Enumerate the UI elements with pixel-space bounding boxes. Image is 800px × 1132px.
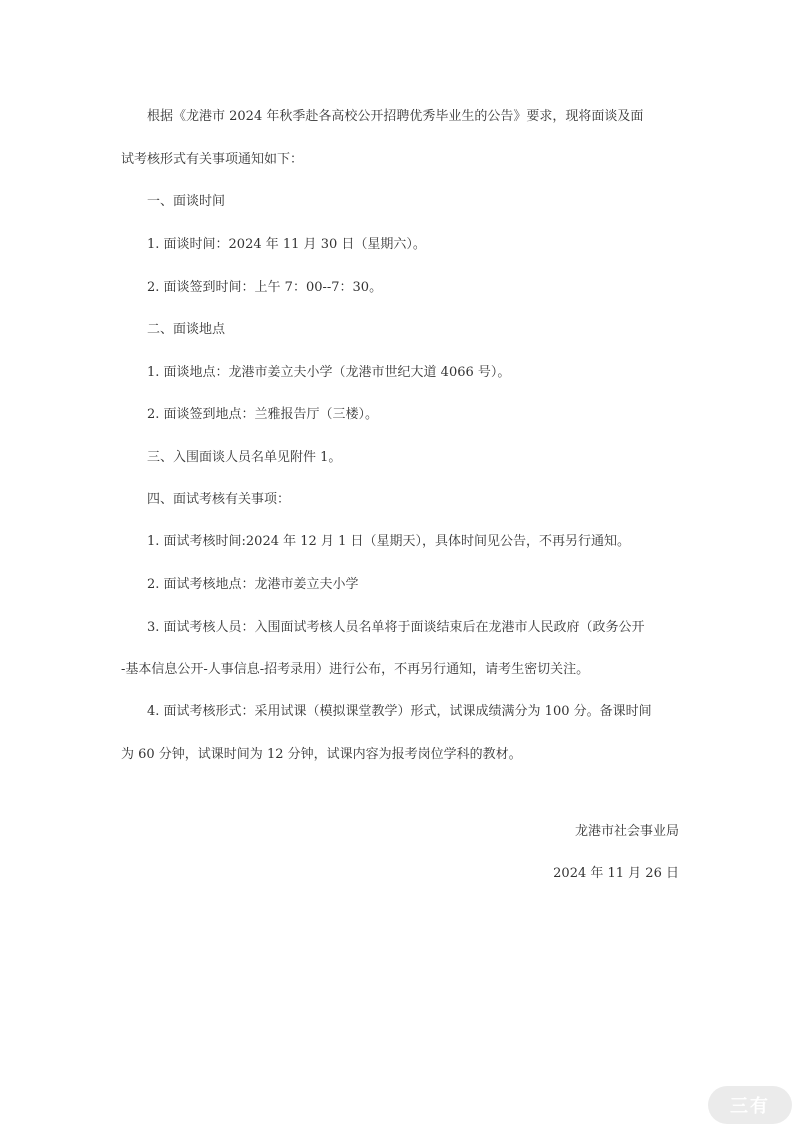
section-2-item-2: 2. 面谈签到地点：兰雅报告厅（三楼）。 [147, 407, 379, 422]
intro-paragraph-line-2: 试考核形式有关事项通知如下： [121, 152, 304, 167]
section-4-item-2: 2. 面试考核地点：龙港市姜立夫小学 [147, 577, 359, 592]
watermark-badge [708, 1086, 792, 1124]
section-4-item-3-line-1: 3. 面试考核人员：入围面试考核人员名单将于面谈结束后在龙港市人民政府（政务公开 [147, 620, 645, 635]
section-2-item-1: 1. 面谈地点：龙港市姜立夫小学（龙港市世纪大道 4066 号）。 [147, 365, 511, 380]
section-2-heading: 二、面谈地点 [147, 322, 226, 337]
section-4-item-3-line-2: -基本信息公开-人事信息-招考录用）进行公布，不再另行通知，请考生密切关注。 [121, 662, 590, 677]
section-4-item-4-line-1: 4. 面试考核形式：采用试课（模拟课堂教学）形式，试课成绩满分为 100 分。备课时间 [147, 704, 652, 719]
section-1-item-2: 2. 面谈签到时间：上午 7：00--7：30。 [147, 280, 383, 295]
section-4-item-1: 1. 面试考核时间:2024 年 12 月 1 日（星期天），具体时间见公告，不再另行通知。 [147, 534, 630, 549]
intro-paragraph-line-1: 根据《龙港市 2024 年秋季赴各高校公开招聘优秀毕业生的公告》要求，现将面谈及面 [147, 109, 644, 124]
section-1-heading: 一、面谈时间 [147, 194, 226, 209]
signature-issuer: 龙港市社会事业局 [574, 824, 679, 839]
section-3-heading: 三、入围面谈人员名单见附件 1。 [147, 450, 342, 465]
signature-date: 2024 年 11 月 26 日 [553, 866, 679, 881]
section-4-item-4-line-2: 为 60 分钟，试课时间为 12 分钟，试课内容为报考岗位学科的教材。 [121, 747, 522, 762]
watermark-text: 三有 [730, 1096, 770, 1117]
section-4-heading: 四、面试考核有关事项： [147, 492, 291, 507]
section-1-item-1: 1. 面谈时间：2024 年 11 月 30 日（星期六）。 [147, 237, 426, 252]
